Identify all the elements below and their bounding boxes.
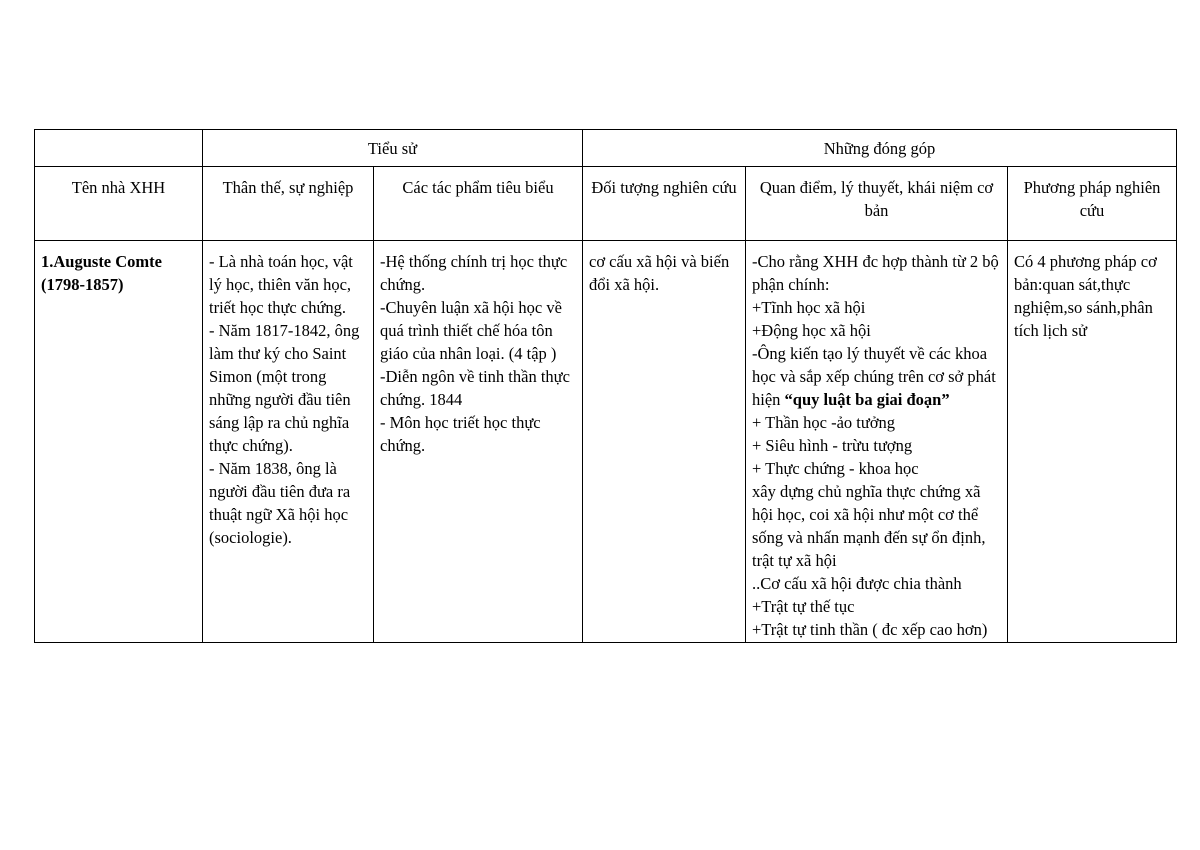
column-header-ten-nha-xhh: Tên nhà XHH xyxy=(35,167,203,241)
theory-line: -Cho rằng XHH đc hợp thành từ 2 bộ phận chính: xyxy=(752,252,999,294)
comparison-table xyxy=(34,129,1177,643)
three-stages-law: “quy luật ba giai đoạn” xyxy=(784,390,950,409)
theory-line: ..Cơ cấu xã hội được chia thành xyxy=(752,574,962,593)
cell-tac-pham xyxy=(374,241,583,643)
theory-line: +Động học xã hội xyxy=(752,321,871,340)
work-item: -Diễn ngôn về tinh thần thực chứng. 1844 xyxy=(380,367,570,409)
theory-line: + Thần học -ảo tưởng xyxy=(752,413,896,432)
bio-line: - Năm 1817-1842, ông làm thư ký cho Saint Simon (một trong những người đầu tiên sáng lập ra chủ nghĩa thực chứng). xyxy=(209,321,360,455)
column-header-phuong-phap: Phương pháp nghiên cứu xyxy=(1008,167,1177,241)
work-item: -Chuyên luận xã hội học về quá trình thiết chế hóa tôn giáo của nhân loại. (4 tập ) xyxy=(380,298,562,363)
group-header-nhung-dong-gop: Những đóng góp xyxy=(583,130,1177,167)
cell-than-the-su-nghiep xyxy=(203,241,374,643)
column-header-tac-pham: Các tác phẩm tiêu biểu xyxy=(374,167,583,241)
theory-line: xây dựng chủ nghĩa thực chứng xã hội học, coi xã hội như một cơ thể sống và nhấn mạnh đến sự ổn định, trật tự xã hội xyxy=(752,482,986,570)
group-header-empty xyxy=(35,130,203,167)
method-text: Có 4 phương pháp cơ bản:quan sát,thực nghiệm,so sánh,phân tích lịch sử xyxy=(1014,252,1157,340)
group-header-tieu-su: Tiểu sử xyxy=(203,130,583,167)
theory-line: +Tĩnh học xã hội xyxy=(752,298,866,317)
theory-line: +Trật tự tinh thần ( đc xếp cao hơn) xyxy=(752,620,988,639)
column-header-doi-tuong: Đối tượng nghiên cứu xyxy=(583,167,746,241)
group-header-row xyxy=(35,130,1177,167)
column-header-row xyxy=(35,167,1177,241)
theory-line: + Thực chứng - khoa học xyxy=(752,459,919,478)
sociologist-name: 1.Auguste Comte (1798-1857) xyxy=(41,252,162,294)
theory-line: + Siêu hình - trừu tượng xyxy=(752,436,913,455)
theory-line-with-emphasis xyxy=(752,342,1001,411)
theory-text: -Ông kiến tạo lý thuyết về các khoa học và sắp xếp chúng trên cơ sở phát hiện xyxy=(752,344,996,409)
table-row xyxy=(35,241,1177,643)
cell-quan-diem xyxy=(746,241,1008,643)
column-header-than-the: Thân thế, sự nghiệp xyxy=(203,167,374,241)
bio-line: - Là nhà toán học, vật lý học, thiên văn học, triết học thực chứng. xyxy=(209,252,353,317)
research-object: cơ cấu xã hội và biến đổi xã hội. xyxy=(589,252,730,294)
theory-line: +Trật tự thế tục xyxy=(752,597,855,616)
bio-line: - Năm 1838, ông là người đầu tiên đưa ra thuật ngữ Xã hội học (sociologie). xyxy=(209,459,351,547)
column-header-quan-diem: Quan điểm, lý thuyết, khái niệm cơ bản xyxy=(746,167,1008,241)
cell-name xyxy=(35,241,203,643)
work-item: -Hệ thống chính trị học thực chứng. xyxy=(380,252,568,294)
cell-doi-tuong xyxy=(583,241,746,643)
work-item: - Môn học triết học thực chứng. xyxy=(380,413,541,455)
cell-phuong-phap xyxy=(1008,241,1177,643)
